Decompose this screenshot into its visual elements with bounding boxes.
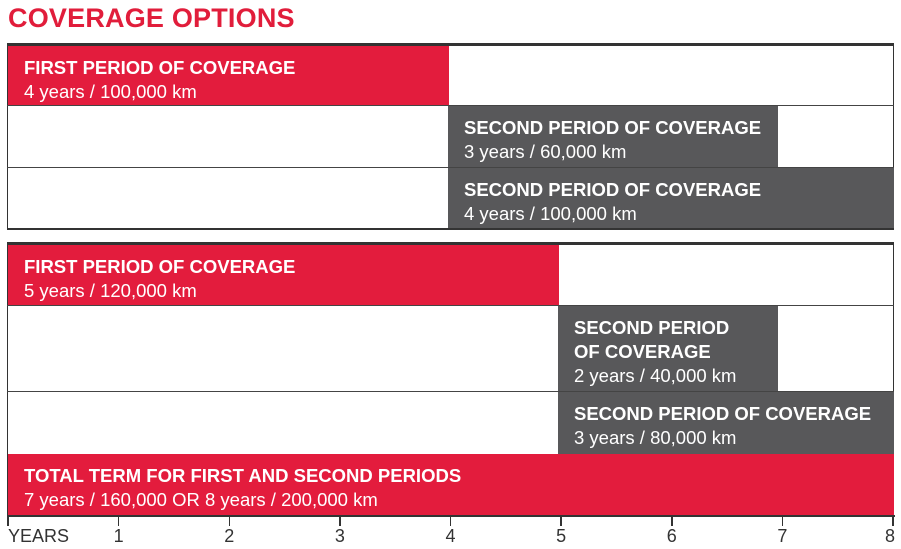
axis-tick	[892, 515, 894, 526]
years-axis-label: YEARS	[8, 526, 70, 546]
axis-tick	[782, 515, 784, 526]
second-period-label: SECOND PERIOD OF COVERAGE	[464, 117, 762, 138]
first-period-label: FIRST PERIOD OF COVERAGE	[24, 57, 296, 78]
second-period-label: SECOND PERIOD OF COVERAGE	[574, 317, 730, 362]
first-period-term: 4 years / 100,000 km	[24, 81, 197, 102]
axis-tick-label: 4	[445, 526, 456, 546]
second-period-term: 4 years / 100,000 km	[464, 203, 637, 224]
axis-tick-origin	[7, 515, 9, 526]
first-period-label: FIRST PERIOD OF COVERAGE	[24, 256, 296, 277]
axis-tick	[229, 515, 231, 526]
first-period-bar	[8, 46, 449, 105]
axis-tick-label: 7	[777, 526, 788, 546]
axis-tick	[671, 515, 673, 526]
axis-tick	[339, 515, 341, 526]
axis-tick-label: 1	[113, 526, 124, 546]
second-period-bar	[558, 306, 778, 391]
second-period-term: 2 years / 40,000 km	[574, 365, 737, 386]
total-term-value: 7 years / 160,000 OR 8 years / 200,000 km	[24, 489, 378, 510]
second-period-term: 3 years / 60,000 km	[464, 141, 627, 162]
first-period-term: 5 years / 120,000 km	[24, 280, 197, 301]
axis-tick	[118, 515, 120, 526]
axis-tick-label: 8	[884, 526, 896, 546]
axis-tick	[560, 515, 562, 526]
total-term-label: TOTAL TERM FOR FIRST AND SECOND PERIODS	[24, 465, 462, 486]
page-title: COVERAGE OPTIONS	[8, 3, 295, 33]
second-period-label: SECOND PERIOD OF COVERAGE	[464, 179, 762, 200]
second-period-term: 3 years / 80,000 km	[574, 427, 737, 448]
axis-tick-label: 6	[666, 526, 677, 546]
second-period-bar	[448, 168, 894, 228]
total-term-bar	[8, 454, 894, 515]
second-period-label: SECOND PERIOD OF COVERAGE	[574, 403, 872, 424]
axis-tick-label: 3	[334, 526, 345, 546]
second-period-bar	[558, 392, 894, 454]
axis-tick	[450, 515, 452, 526]
first-period-bar	[8, 245, 559, 305]
axis-tick-label: 2	[224, 526, 235, 546]
axis-tick-label: 5	[556, 526, 567, 546]
second-period-bar	[448, 106, 778, 167]
